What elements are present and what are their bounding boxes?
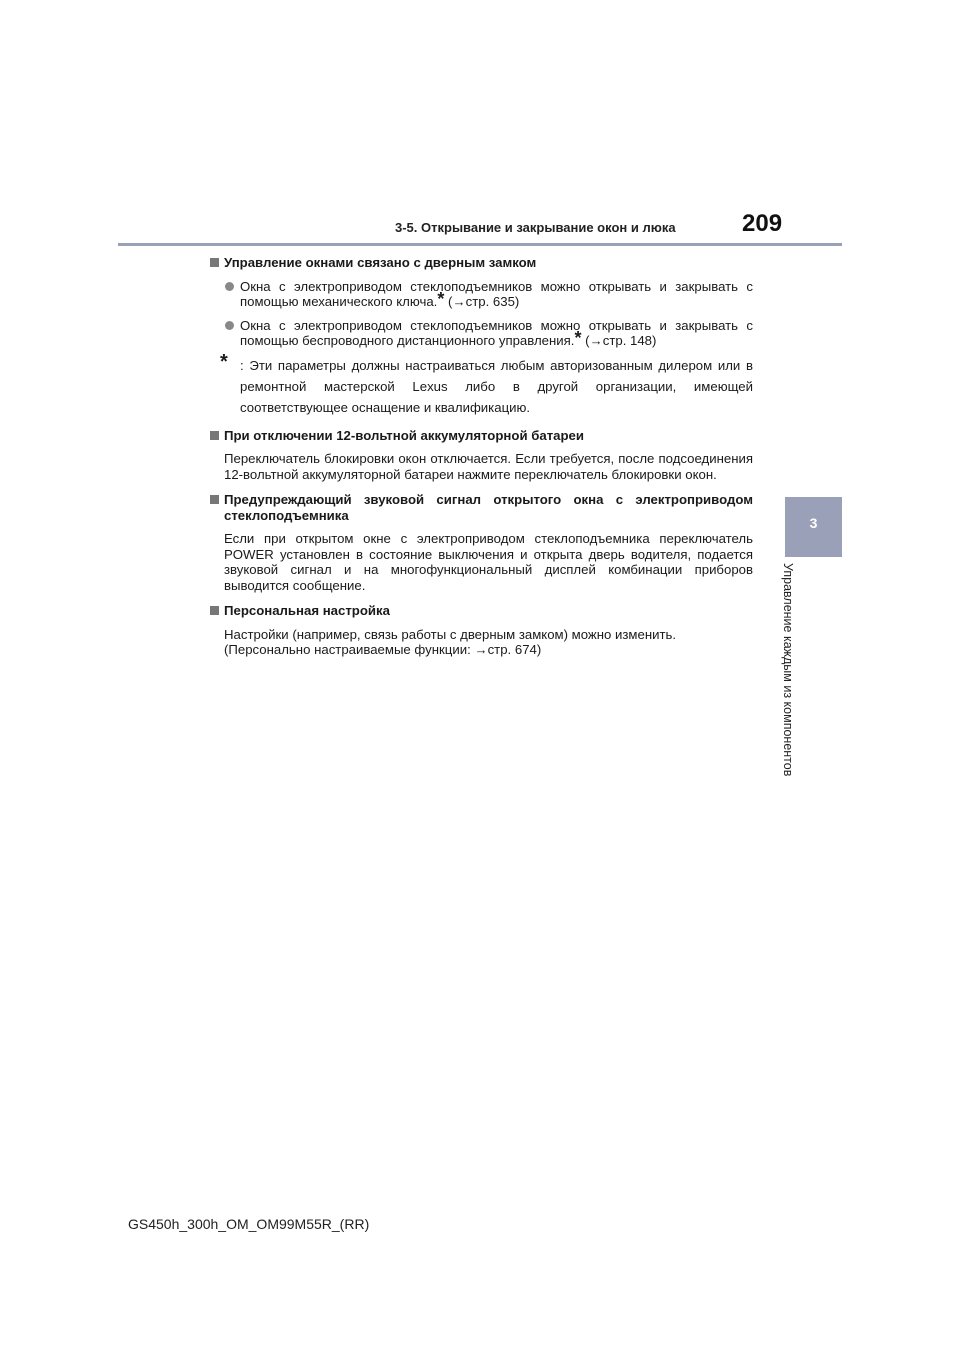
section-heading — [208, 428, 753, 444]
chapter-title: Управление каждым из компонентов — [781, 563, 795, 777]
header-section-title: 3-5. Открывание и закрывание окон и люка — [395, 220, 676, 235]
bullet-text: Окна с электроприводом стеклоподъемников можно открывать и закрывать с помощью беспроводного дистанционного управления. — [240, 317, 753, 348]
round-bullet-icon — [225, 282, 234, 291]
section-heading — [208, 255, 753, 271]
footnote-text: : Эти параметры должны настраиваться любым авторизованным дилером или в ремонтной мастерской Lexus либо в другой организации, имеющей соответствующее оснащение и квалификацию. — [240, 357, 753, 415]
section-paragraph: Настройки (например, связь работы с дверным замком) можно изменить. — [224, 626, 677, 642]
bullet-text: Окна с электроприводом стеклоподъемников можно открывать и закрывать с помощью механического ключа. — [240, 278, 753, 309]
section-heading — [208, 603, 753, 619]
page-content — [208, 255, 753, 658]
chapter-tab — [785, 497, 842, 557]
footnote-mark: * — [437, 289, 445, 309]
footnote — [208, 350, 753, 418]
bullet-item — [208, 318, 753, 349]
page-number: 209 — [742, 210, 783, 237]
bullet-item — [208, 279, 753, 310]
footer-doc-code: GS450h_300h_OM_OM99M55R_(RR) — [128, 1216, 370, 1232]
square-bullet-icon — [210, 606, 219, 615]
heading-text: Предупреждающий звуковой сигнал открытого окна с электроприводом стеклоподъемника — [224, 492, 753, 523]
chapter-number: 3 — [809, 515, 818, 531]
page-reference: (→стр. 148) — [585, 333, 657, 348]
footnote-star: * — [220, 350, 228, 373]
footnote-mark: * — [574, 328, 582, 348]
section-paragraph: Если при открытом окне с электроприводом стеклоподъемника переключатель POWER установлен в состояние выключения и открыта дверь водителя, подается звуковой сигнал и на многофункциональный дисплей комбинации приборов выводится сообщение. — [224, 531, 753, 593]
heading-text: Управление окнами связано с дверным замком — [224, 255, 537, 270]
square-bullet-icon — [210, 431, 219, 440]
header-rule — [118, 243, 842, 246]
heading-text: Персональная настройка — [224, 603, 390, 618]
page-reference: (→стр. 635) — [448, 294, 520, 309]
square-bullet-icon — [210, 495, 219, 504]
section-paragraph: Переключатель блокировки окон отключается. Если требуется, после подсоединения 12-вольтной аккумуляторной батареи нажмите переключатель блокировки окон. — [224, 451, 753, 482]
square-bullet-icon — [210, 258, 219, 267]
heading-text: При отключении 12-вольтной аккумуляторной батареи — [224, 427, 584, 443]
chapter-side-label — [775, 563, 815, 863]
section-heading — [208, 492, 753, 523]
round-bullet-icon — [225, 321, 234, 330]
section-paragraph: (Персонально настраиваемые функции: →стр. 674) — [224, 642, 542, 657]
